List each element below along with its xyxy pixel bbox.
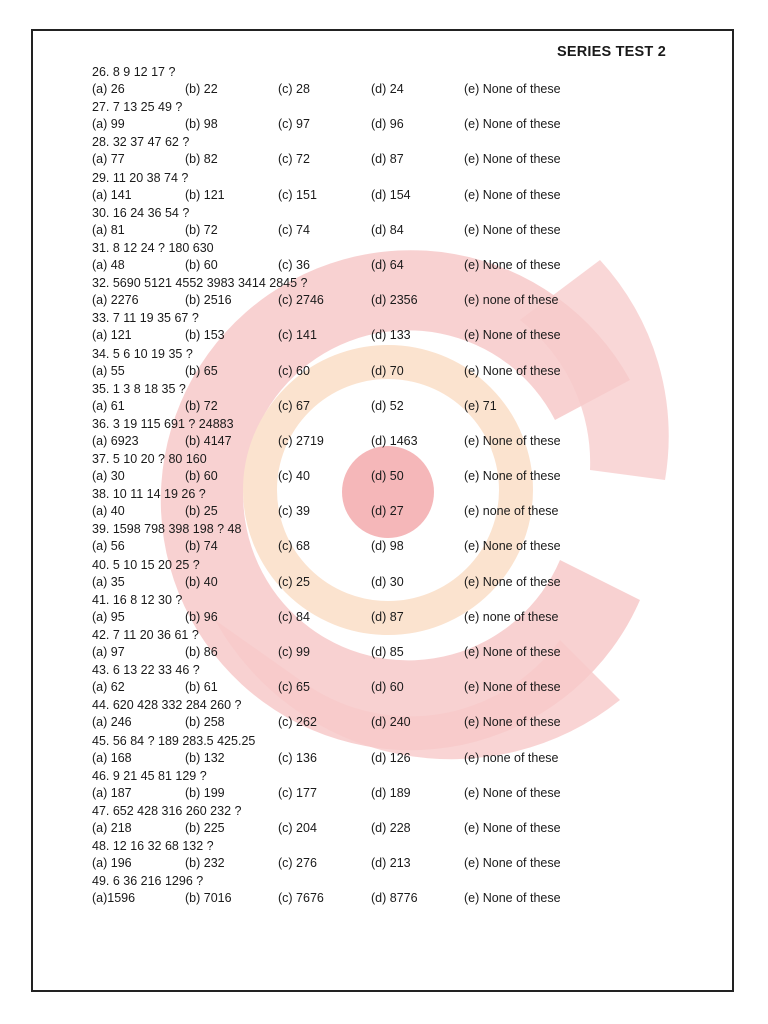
- option-b: (b) 74: [185, 539, 218, 554]
- option-c: (c) 39: [278, 504, 310, 519]
- option-d: (d) 189: [371, 785, 411, 800]
- page-title: SERIES TEST 2: [557, 44, 666, 60]
- option-d: (d) 154: [371, 187, 411, 202]
- option-e: (e) None of these: [464, 539, 561, 554]
- question-item: [92, 768, 652, 803]
- question-stem: 42. 7 11 20 36 61 ?: [92, 628, 199, 642]
- option-b: (b) 132: [185, 750, 225, 765]
- question-options: [92, 750, 652, 766]
- option-c: (c) 2746: [278, 293, 324, 308]
- option-c: (c) 136: [278, 750, 317, 765]
- option-e: (e) None of these: [464, 222, 561, 237]
- question-stem: 29. 11 20 38 74 ?: [92, 170, 189, 185]
- question-options: [92, 503, 652, 519]
- option-e: (e) None of these: [464, 715, 561, 730]
- option-b: (b) 98: [185, 117, 218, 132]
- option-c: (c) 177: [278, 785, 317, 800]
- question-list: [92, 64, 652, 909]
- option-b: (b) 60: [185, 469, 218, 484]
- question-options: [92, 609, 652, 625]
- option-a: (a) 81: [92, 222, 125, 237]
- question-stem: 43. 6 13 22 33 46 ?: [92, 663, 200, 678]
- question-options: [92, 398, 652, 414]
- question-options: [92, 679, 652, 695]
- question-item: [92, 134, 652, 169]
- question-item: [92, 381, 652, 416]
- question-stem: 27. 7 13 25 49 ?: [92, 100, 183, 115]
- option-a: (a) 218: [92, 820, 132, 835]
- option-d: (d) 84: [371, 222, 404, 237]
- option-b: (b) 96: [185, 609, 218, 624]
- option-e: (e) None of these: [464, 257, 561, 272]
- option-b: (b) 82: [185, 152, 218, 167]
- option-e: (e) None of these: [464, 785, 561, 800]
- question-options: [92, 714, 652, 730]
- option-d: (d) 50: [371, 469, 404, 484]
- option-a: (a) 40: [92, 504, 125, 519]
- question-options: [92, 222, 652, 238]
- question-item: [92, 733, 652, 768]
- question-options: [92, 327, 652, 343]
- question-options: [92, 820, 652, 836]
- option-b: (b) 258: [185, 715, 225, 730]
- question-stem: 32. 5690 5121 4552 3983 3414 2845 ?: [92, 276, 308, 291]
- option-e: (e) None of these: [464, 891, 561, 906]
- question-item: [92, 416, 652, 451]
- question-stem: 45. 56 84 ? 189 283.5 425.25: [92, 733, 256, 748]
- option-b: (b) 4147: [185, 433, 232, 448]
- option-b: (b) 232: [185, 856, 225, 871]
- question-item: [92, 346, 652, 381]
- question-stem: 38. 10 11 14 19 26 ?: [92, 487, 206, 502]
- question-options: [92, 890, 652, 906]
- option-a: (a) 26: [92, 82, 125, 96]
- question-stem: 31. 8 12 24 ? 180 630: [92, 240, 214, 255]
- option-a: (a) 141: [92, 187, 132, 202]
- option-d: (d) 96: [371, 117, 404, 132]
- question-stem: 34. 5 6 10 19 35 ?: [92, 346, 193, 361]
- option-d: (d) 213: [371, 856, 411, 871]
- question-options: [92, 785, 652, 801]
- question-item: [92, 275, 652, 310]
- question-options: [92, 644, 652, 660]
- option-d: (d) 60: [371, 680, 404, 695]
- option-e: (e) 71: [464, 398, 497, 413]
- option-c: (c) 60: [278, 363, 310, 378]
- option-c: (c) 2719: [278, 433, 324, 448]
- option-a: (a) 30: [92, 469, 125, 484]
- question-item: [92, 557, 652, 592]
- option-e: (e) None of these: [464, 82, 561, 96]
- question-stem: 36. 3 19 115 691 ? 24883: [92, 416, 234, 431]
- option-e: (e) None of these: [464, 574, 561, 589]
- question-item: [92, 662, 652, 697]
- question-stem: 28. 32 37 47 62 ?: [92, 135, 190, 150]
- option-d: (d) 87: [371, 609, 404, 624]
- option-d: (d) 133: [371, 328, 411, 343]
- option-b: (b) 25: [185, 504, 218, 519]
- option-b: (b) 86: [185, 645, 218, 659]
- question-stem: 30. 16 24 36 54 ?: [92, 205, 190, 220]
- question-item: [92, 838, 652, 873]
- option-e: (e) None of these: [464, 469, 561, 484]
- option-d: (d) 126: [371, 750, 411, 765]
- option-d: (d) 27: [371, 504, 404, 519]
- question-options: [92, 292, 652, 308]
- option-d: (d) 30: [371, 574, 404, 589]
- option-a: (a)1596: [92, 891, 136, 906]
- option-c: (c) 67: [278, 398, 310, 413]
- question-options: [92, 81, 652, 97]
- question-item: [92, 627, 652, 662]
- option-a: (a) 55: [92, 363, 125, 378]
- question-stem: 44. 620 428 332 284 260 ?: [92, 698, 242, 713]
- option-e: (e) none of these: [464, 609, 559, 624]
- option-a: (a) 95: [92, 609, 125, 624]
- option-c: (c) 97: [278, 117, 310, 132]
- option-b: (b) 153: [185, 328, 225, 343]
- option-e: (e) none of these: [464, 750, 559, 765]
- option-d: (d) 64: [371, 257, 404, 272]
- question-options: [92, 257, 652, 273]
- option-c: (c) 204: [278, 820, 317, 835]
- option-a: (a) 77: [92, 152, 125, 167]
- option-d: (d) 8776: [371, 891, 418, 906]
- question-item: [92, 205, 652, 240]
- option-c: (c) 28: [278, 82, 310, 96]
- option-e: (e) None of these: [464, 187, 561, 202]
- option-a: (a) 99: [92, 117, 125, 132]
- option-d: (d) 87: [371, 152, 404, 167]
- option-b: (b) 7016: [185, 891, 232, 906]
- option-a: (a) 97: [92, 645, 125, 659]
- option-e: (e) None of these: [464, 152, 561, 167]
- option-d: (d) 1463: [371, 433, 418, 448]
- option-b: (b) 72: [185, 398, 218, 413]
- option-d: (d) 2356: [371, 293, 418, 308]
- option-e: (e) None of these: [464, 680, 561, 695]
- option-e: (e) None of these: [464, 820, 561, 835]
- option-c: (c) 84: [278, 609, 310, 624]
- option-c: (c) 72: [278, 152, 310, 167]
- option-d: (d) 240: [371, 715, 411, 730]
- question-options: [92, 574, 652, 590]
- question-stem: 26. 8 9 12 17 ?: [92, 65, 176, 79]
- option-a: (a) 61: [92, 398, 125, 413]
- option-b: (b) 60: [185, 257, 218, 272]
- option-c: (c) 36: [278, 257, 310, 272]
- option-b: (b) 22: [185, 82, 218, 96]
- question-stem: 41. 16 8 12 30 ?: [92, 592, 183, 607]
- option-b: (b) 2516: [185, 293, 232, 308]
- option-a: (a) 168: [92, 750, 132, 765]
- question-stem: 35. 1 3 8 18 35 ?: [92, 381, 186, 396]
- option-b: (b) 61: [185, 680, 218, 695]
- question-item: [92, 240, 652, 275]
- question-item: [92, 592, 652, 627]
- option-e: (e) None of these: [464, 117, 561, 132]
- option-a: (a) 121: [92, 328, 132, 343]
- question-item: [92, 873, 652, 908]
- question-stem: 49. 6 36 216 1296 ?: [92, 874, 204, 889]
- option-a: (a) 48: [92, 257, 125, 272]
- question-options: [92, 363, 652, 379]
- option-c: (c) 262: [278, 715, 317, 730]
- option-e: (e) None of these: [464, 328, 561, 343]
- question-stem: 46. 9 21 45 81 129 ?: [92, 768, 207, 783]
- option-b: (b) 72: [185, 222, 218, 237]
- option-c: (c) 141: [278, 328, 317, 343]
- question-options: [92, 468, 652, 484]
- option-a: (a) 6923: [92, 433, 139, 448]
- option-a: (a) 56: [92, 539, 125, 554]
- question-item: [92, 486, 652, 521]
- option-c: (c) 276: [278, 856, 317, 871]
- question-item: [92, 521, 652, 556]
- option-b: (b) 121: [185, 187, 225, 202]
- option-c: (c) 25: [278, 574, 310, 589]
- option-c: (c) 40: [278, 469, 310, 484]
- option-c: (c) 68: [278, 539, 310, 554]
- option-c: (c) 99: [278, 645, 310, 659]
- question-stem: 47. 652 428 316 260 232 ?: [92, 803, 242, 818]
- question-options: [92, 187, 652, 203]
- option-a: (a) 2276: [92, 293, 139, 308]
- option-d: (d) 70: [371, 363, 404, 378]
- option-b: (b) 199: [185, 785, 225, 800]
- option-e: (e) None of these: [464, 433, 561, 448]
- option-e: (e) none of these: [464, 293, 559, 308]
- option-d: (d) 24: [371, 82, 404, 96]
- option-c: (c) 151: [278, 187, 317, 202]
- option-c: (c) 7676: [278, 891, 324, 906]
- question-item: [92, 310, 652, 345]
- question-item: [92, 64, 652, 99]
- option-a: (a) 35: [92, 574, 125, 589]
- question-stem: 39. 1598 798 398 198 ? 48: [92, 522, 242, 537]
- option-b: (b) 225: [185, 820, 225, 835]
- option-b: (b) 65: [185, 363, 218, 378]
- option-d: (d) 228: [371, 820, 411, 835]
- question-item: [92, 451, 652, 486]
- question-stem: 40. 5 10 15 20 25 ?: [92, 557, 200, 572]
- question-options: [92, 855, 652, 871]
- option-d: (d) 85: [371, 645, 404, 659]
- option-a: (a) 246: [92, 715, 132, 730]
- question-stem: 48. 12 16 32 68 132 ?: [92, 839, 214, 854]
- option-e: (e) none of these: [464, 504, 559, 519]
- option-e: (e) None of these: [464, 645, 561, 659]
- option-e: (e) None of these: [464, 363, 561, 378]
- option-c: (c) 74: [278, 222, 310, 237]
- question-options: [92, 433, 652, 449]
- option-a: (a) 62: [92, 680, 125, 695]
- question-stem: 37. 5 10 20 ? 80 160: [92, 452, 207, 467]
- question-options: [92, 538, 652, 554]
- question-stem: 33. 7 11 19 35 67 ?: [92, 311, 199, 326]
- option-a: (a) 187: [92, 785, 132, 800]
- question-item: [92, 803, 652, 838]
- option-c: (c) 65: [278, 680, 310, 695]
- question-item: [92, 170, 652, 205]
- option-a: (a) 196: [92, 856, 132, 871]
- option-b: (b) 40: [185, 574, 218, 589]
- option-e: (e) None of these: [464, 856, 561, 871]
- option-d: (d) 52: [371, 398, 404, 413]
- question-item: [92, 99, 652, 134]
- question-item: [92, 697, 652, 732]
- option-d: (d) 98: [371, 539, 404, 554]
- question-options: [92, 151, 652, 167]
- question-options: [92, 116, 652, 132]
